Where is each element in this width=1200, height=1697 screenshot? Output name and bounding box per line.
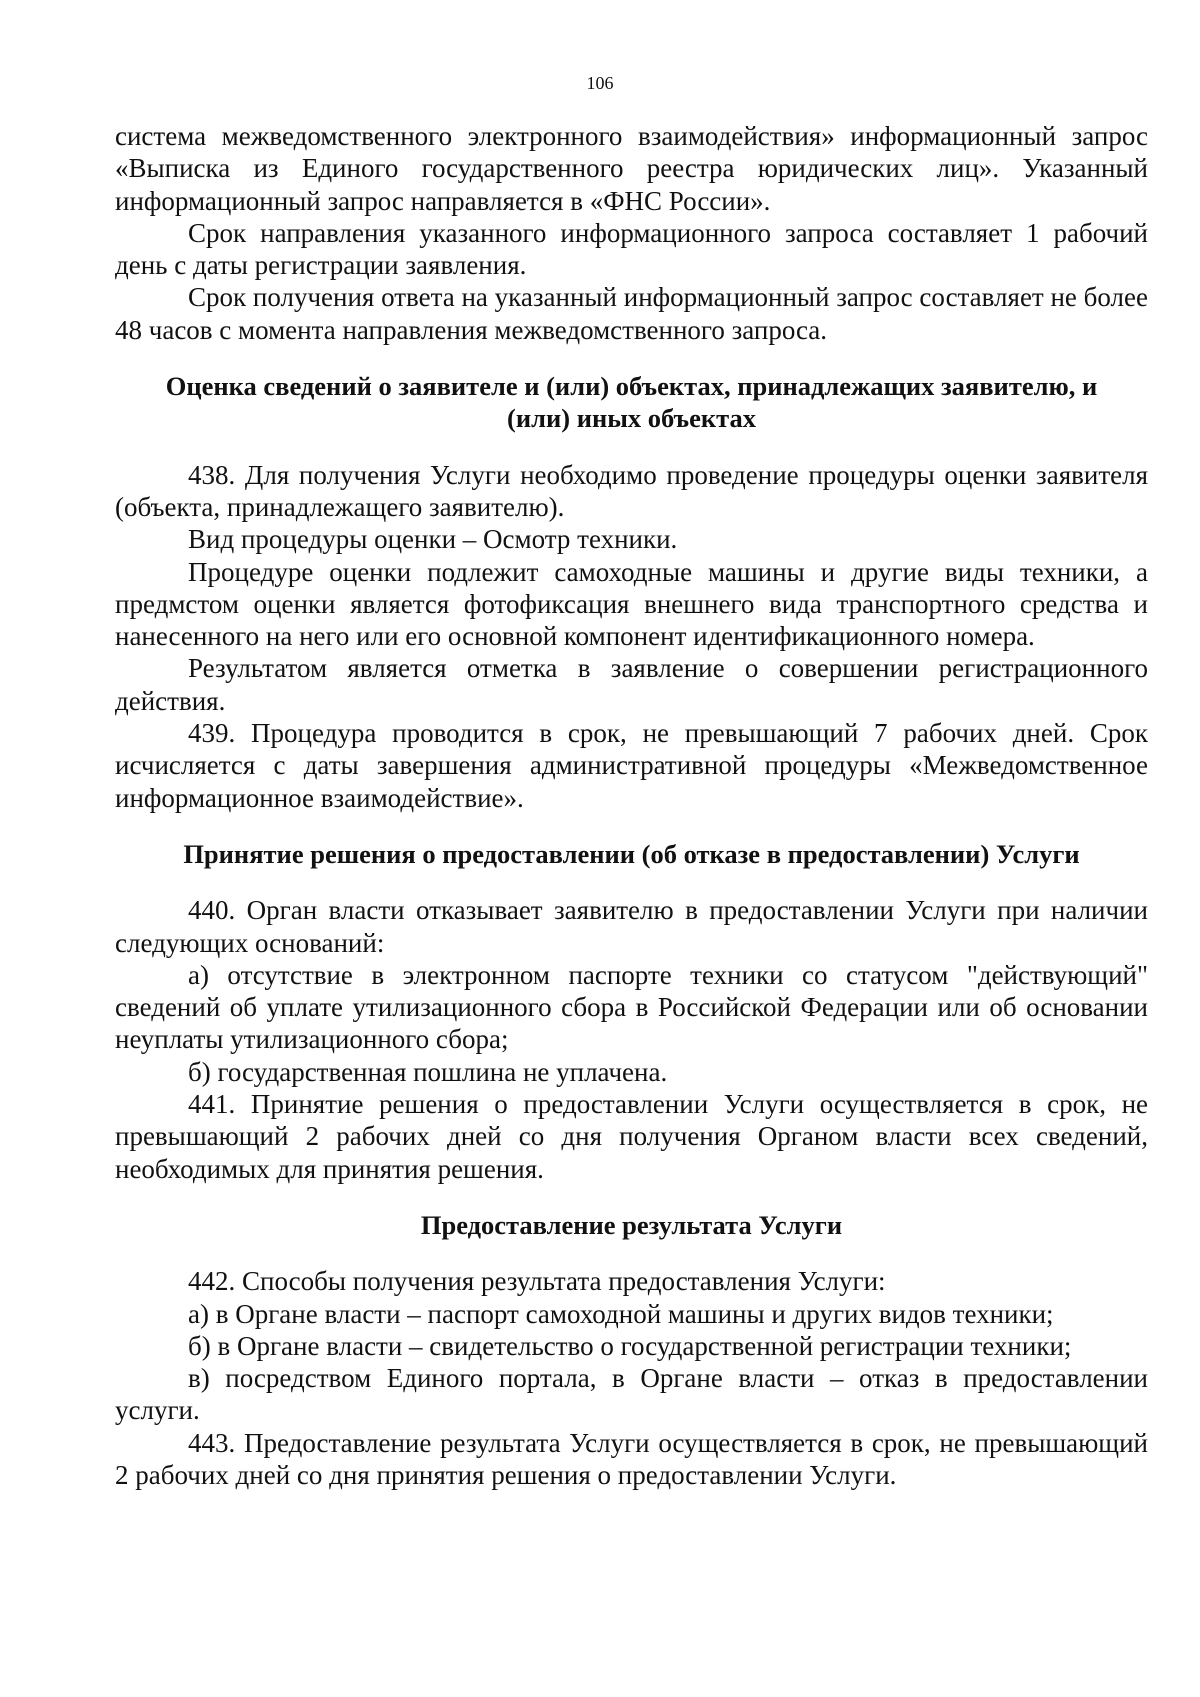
heading-line: Оценка сведений о заявителе и (или) объектах, принадлежащих заявителю, и [165,371,1098,402]
paragraph: в) посредством Единого портала, в Органе власти – отказ в предоставлении услуги. [115,1363,1148,1426]
paragraph: Срок получения ответа на указанный информационный запрос составляет не более 48 часов с момента направления межведомственного запроса. [115,282,1148,345]
paragraph: Вид процедуры оценки – Осмотр техники. [188,524,678,555]
section-heading-decision: Принятие решения о предоставлении (об отказе в предоставлении) Услуги [183,838,1080,869]
heading-line: (или) иных объектах [507,403,756,434]
paragraph: Результатом является отметка в заявление о совершении регистрационного действия. [115,653,1148,716]
paragraph: Процедуре оценки подлежит самоходные машины и другие виды техники, а предмстом оценки является фотофиксация внешнего вида транспортного средства и нанесенного на него или его основной компонент идентификационного номера. [115,556,1148,652]
paragraph: система межведомственного электронного взаимодействия» информационный запрос «Выписка из Единого государственного реестра юридических лиц». Указанный информационный запрос направляется в «ФНС России». [115,121,1148,216]
page-number: 106 [586,73,614,93]
document-body [115,120,1148,1491]
paragraph: а) отсутствие в электронном паспорте техники со статусом "действующий" сведений об уплате утилизационного сбора в Российской Федерации или об основании неуплаты утилизационного сбора; [115,959,1148,1055]
paragraph: Срок направления указанного информационного запроса составляет 1 рабочий день с даты регистрации заявления. [115,217,1148,281]
paragraph: 439. Процедура проводится в срок, не превышающий 7 рабочих дней. Срок исчисляется с даты завершения административной процедуры «Межведомственное информационное взаимодействие». [115,718,1148,813]
paragraph: 443. Предоставление результата Услуги осуществляется в срок, не превышающий 2 рабочих дней со дня принятия решения о предоставлении Услуги. [115,1427,1148,1490]
section-heading-assessment [115,370,1148,435]
paragraph: 441. Принятие решения о предоставлении Услуги осуществляется в срок, не превышающий 2 рабочих дней со дня получения Органом власти всех сведений, необходимых для принятия решения. [115,1089,1148,1184]
paragraph: б) государственная пошлина не уплачена. [188,1056,668,1087]
paragraph: 440. Орган власти отказывает заявителю в предоставлении Услуги при наличии следующих оснований: [115,895,1148,958]
section-heading-result: Предоставление результата Услуги [420,1209,843,1240]
paragraph: а) в Органе власти – паспорт самоходной машины и других видов техники; [188,1298,1054,1329]
paragraph: 442. Способы получения результата предоставления Услуги: [188,1266,886,1297]
paragraph: 438. Для получения Услуги необходимо проведение процедуры оценки заявителя (объекта, принадлежащего заявителю). [115,459,1148,522]
paragraph: б) в Органе власти – свидетельство о государственной регистрации техники; [188,1330,1072,1361]
